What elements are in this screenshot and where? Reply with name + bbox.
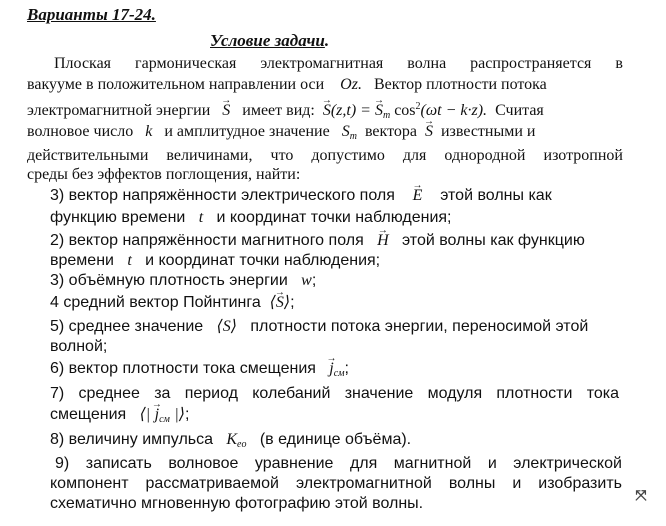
item-8: 8) величину импульса $K_{eo}$ (в единице объёма).	[50, 431, 412, 450]
item-9-line-3: схематично мгновенную фотографию этой волны.	[50, 495, 424, 512]
zoom-icon[interactable]: ⤧	[630, 485, 652, 507]
intro-line-2: вакууме в положительном направлении оси Oz. Вектор плотности потока	[27, 76, 547, 93]
item-5-line-2: волной;	[50, 338, 108, 355]
item-1-line-2: функцию времени t и координат точки наблюдения;	[50, 209, 452, 226]
item-3: 3) объёмную плотность энергии w;	[50, 272, 317, 289]
item-1-line-1: 3) вектор напряжённости электрического поля → E этой волны как	[50, 187, 552, 205]
item-2-line-2: времени t и координат точки наблюдения;	[50, 252, 381, 269]
item-7-line-2: смещения ⟨| → $j_{см}$ |⟩;	[50, 406, 189, 429]
item-5-line-1: 5) среднее значение ⟨S⟩ плотности потока энергии, переносимой этой	[50, 318, 589, 335]
item-9-line-1: 9) записать волновое уравнение для магнитной и электрической	[55, 455, 622, 472]
variants-heading: Варианты 17-24.	[27, 5, 156, 24]
intro-line-4: волновое число k и амплитудное значение $S_m$ вектора → S известными и	[27, 123, 535, 146]
condition-heading: Условие задачи.	[210, 31, 330, 50]
item-7-line-1: 7) среднее за период колебаний значение модуля плотности тока	[50, 385, 619, 402]
intro-line-3: электромагнитной энергии → S имеет вид: → S(z,t) = → $S_m$ $\cos^2(\omega t - k\cdot z)$. Считая	[27, 98, 544, 125]
item-2-line-1: 2) вектор напряжённости магнитного поля → H этой волны как функцию	[50, 232, 585, 250]
intro-line-1: Плоская гармоническая электромагнитная волна распространяется в	[54, 55, 623, 72]
item-4: 4 средний вектор Пойнтинга → ⟨S⟩;	[50, 294, 295, 312]
intro-line-6: среды без эффектов поглощения, найти:	[27, 166, 301, 183]
item-6: 6) вектор плотности тока смещения → $j_{см}$;	[50, 360, 349, 383]
item-9-line-2: компонент рассматриваемой электромагнитной волны и изобразить	[50, 475, 622, 492]
intro-line-5: действительными величинами, что допустимо для однородной изотропной	[27, 147, 623, 164]
